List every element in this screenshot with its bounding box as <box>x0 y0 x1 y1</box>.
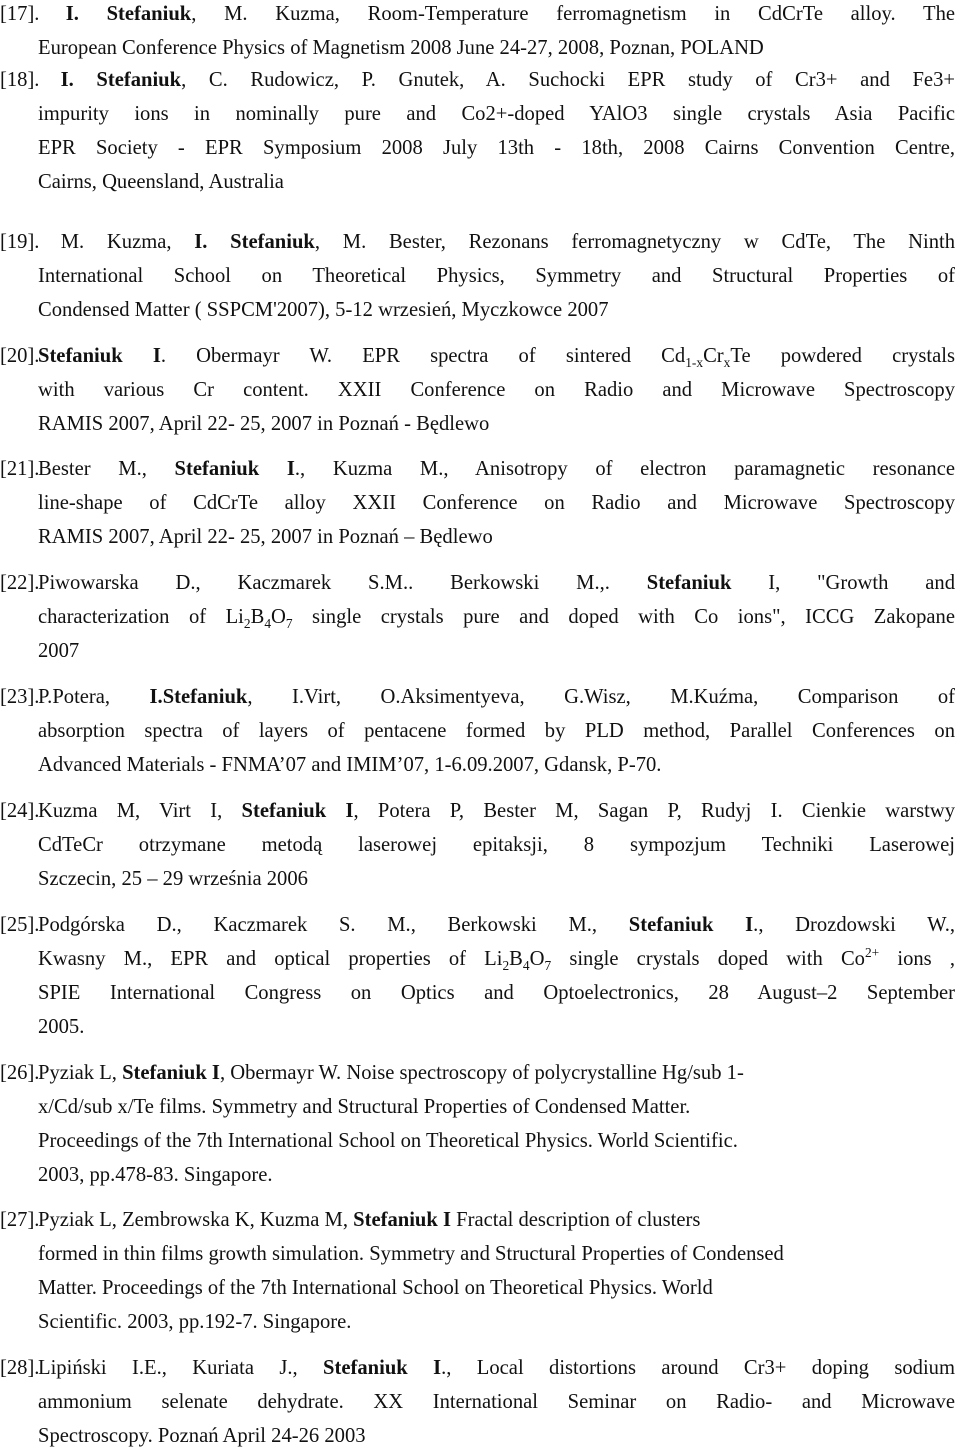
reference-line <box>38 600 955 634</box>
subscript: 7 <box>544 958 552 974</box>
reference-line: Spectroscopy. Poznań April 24-26 2003 <box>38 1425 366 1447</box>
reference-text: Podgórska D., Kaczmarek S. M., Berkowski M., <box>38 914 629 936</box>
subscript: 1-x <box>685 355 704 371</box>
reference-line: 2007 <box>38 640 80 662</box>
author-highlight: Stefaniuk I <box>323 1357 442 1379</box>
reference-line: SPIE International Congress on Optics and Optoelectronics, 28 August–2 September <box>38 982 955 1004</box>
reference-text: Kwasny M., EPR and optical properties of Li <box>38 948 503 970</box>
reference-line: European Conference Physics of Magnetism 2008 June 24-27, 2008, Poznan, POLAND <box>38 37 764 59</box>
subscript: 4 <box>522 958 530 974</box>
reference-line: absorption spectra of layers of pentacene formed by PLD method, Parallel Conferences on <box>38 720 955 742</box>
reference-text <box>38 3 66 25</box>
reference-18 <box>0 63 955 199</box>
reference-26 <box>0 1056 955 1192</box>
reference-22 <box>0 566 955 668</box>
reference-text: , M. Bester, Rezonans ferromagnetyczny w CdTe, The Ninth <box>314 231 956 253</box>
reference-text: , M. Kuzma, Room-Temperature ferromagnetism in CdCrTe alloy. The <box>191 3 956 25</box>
author-highlight: I. Stefaniuk <box>65 3 192 25</box>
reference-number: [22]. <box>0 572 40 594</box>
reference-text: single crystals doped with Co <box>551 948 865 970</box>
reference-line <box>0 1351 955 1385</box>
reference-text: O <box>529 948 545 970</box>
reference-24 <box>0 794 955 896</box>
reference-text: Te powdered crystals <box>730 345 956 367</box>
reference-line <box>0 1203 955 1237</box>
reference-line: Scientific. 2003, pp.192-7. Singapore. <box>38 1311 352 1333</box>
reference-17 <box>0 0 956 65</box>
subscript: 2 <box>502 958 510 974</box>
reference-text: Pyziak L, Zembrowska K, Kuzma M, <box>38 1209 354 1231</box>
author-highlight: Stefaniuk I <box>353 1209 451 1231</box>
reference-text: , C. Rudowicz, P. Gnutek, A. Suchocki EPR study of Cr3+ and Fe3+ <box>181 69 955 91</box>
reference-line: EPR Society - EPR Symposium 2008 July 13th - 18th, 2008 Cairns Convention Centre, <box>38 137 955 159</box>
reference-text: ., Local distortions around Cr3+ doping sodium <box>441 1357 955 1379</box>
reference-line: Proceedings of the 7th International School on Theoretical Physics. World Scientific. <box>38 1130 738 1152</box>
reference-line <box>0 0 955 31</box>
reference-27 <box>0 1203 955 1339</box>
author-highlight: Stefaniuk I <box>174 458 295 480</box>
reference-line <box>0 794 955 828</box>
reference-text: , Potera P, Bester M, Sagan P, Rudyj I. Cienkie warstwy <box>353 800 955 822</box>
reference-line: Advanced Materials - FNMA’07 and IMIM’07, 1-6.09.2007, Gdansk, P-70. <box>38 754 662 776</box>
reference-number: [26]. <box>0 1062 40 1084</box>
reference-text: O <box>271 606 286 628</box>
author-highlight: Stefaniuk I <box>38 345 161 367</box>
reference-text: B <box>250 606 265 628</box>
subscript: 4 <box>264 616 272 632</box>
reference-number: [25]. <box>0 914 40 936</box>
reference-text: M. Kuzma, <box>38 231 195 253</box>
reference-text: characterization of Li <box>38 606 244 628</box>
reference-line <box>0 908 955 942</box>
reference-28 <box>0 1351 955 1453</box>
subscript: 7 <box>285 616 293 632</box>
reference-text: Bester M., <box>38 458 175 480</box>
reference-line: Cairns, Queensland, Australia <box>38 171 284 193</box>
reference-line: 2005. <box>38 1016 85 1038</box>
author-highlight: Stefaniuk I <box>628 914 754 936</box>
reference-line <box>0 680 955 714</box>
reference-text: Pyziak L, <box>38 1062 123 1084</box>
reference-21 <box>0 452 956 554</box>
reference-line: RAMIS 2007, April 22- 25, 2007 in Poznań - Będlewo <box>38 413 490 435</box>
reference-number: [27]. <box>0 1209 40 1231</box>
reference-line <box>0 1056 955 1090</box>
reference-line <box>0 566 955 600</box>
reference-line: formed in thin films growth simulation. Symmetry and Structural Properties of Condensed <box>38 1243 784 1265</box>
reference-text <box>38 69 61 91</box>
reference-line: with various Cr content. XXII Conference on Radio and Microwave Spectroscopy <box>38 379 955 401</box>
reference-text: P.Potera, <box>38 686 150 708</box>
reference-line: International School on Theoretical Physics, Symmetry and Structural Properties of <box>38 265 955 287</box>
reference-number: [28]. <box>0 1357 40 1379</box>
reference-text: ., Drozdowski W., <box>753 914 955 936</box>
reference-number: [20]. <box>0 345 40 367</box>
reference-line <box>0 63 955 97</box>
reference-text: , Obermayr W. Noise spectroscopy of polycrystalline Hg/sub 1- <box>219 1062 744 1084</box>
reference-text: , I.Virt, O.Aksimentyeva, G.Wisz, M.Kuźma, Comparison of <box>247 686 955 708</box>
reference-text: B <box>509 948 523 970</box>
reference-line: Szczecin, 25 – 29 września 2006 <box>38 868 308 890</box>
reference-number: [24]. <box>0 800 40 822</box>
superscript: 2+ <box>864 945 880 961</box>
reference-text: Fractal description of clusters <box>451 1209 701 1231</box>
reference-19 <box>0 225 956 327</box>
reference-line: 2003, pp.478-83. Singapore. <box>38 1164 273 1186</box>
reference-line: ammonium selenate dehydrate. XX International Seminar on Radio- and Microwave <box>38 1391 955 1413</box>
reference-line <box>38 942 955 976</box>
reference-text: . Obermayr W. EPR spectra of sintered Cd <box>160 345 686 367</box>
reference-line: CdTeCr otrzymane metodą laserowej epitaksji, 8 sympozjum Techniki Laserowej <box>38 834 955 856</box>
reference-number: [23]. <box>0 686 40 708</box>
reference-25 <box>0 908 955 1044</box>
author-highlight: Stefaniuk I <box>122 1062 220 1084</box>
reference-line <box>0 452 955 486</box>
reference-line: RAMIS 2007, April 22- 25, 2007 in Poznań – Będlewo <box>38 526 493 548</box>
author-highlight: I. Stefaniuk <box>60 69 182 91</box>
reference-text: Cr <box>703 345 724 367</box>
reference-number: [17]. <box>0 3 40 25</box>
author-highlight: Stefaniuk I <box>241 800 354 822</box>
reference-line: line-shape of CdCrTe alloy XXII Conference on Radio and Microwave Spectroscopy <box>38 492 955 514</box>
reference-23 <box>0 680 955 782</box>
reference-text: Kuzma M, Virt I, <box>38 800 242 822</box>
reference-number: [19]. <box>0 231 40 253</box>
reference-line <box>0 225 955 259</box>
reference-number: [21]. <box>0 458 40 480</box>
reference-text: Lipiński I.E., Kuriata J., <box>38 1357 324 1379</box>
reference-line: impurity ions in nominally pure and Co2+-doped YAlO3 single crystals Asia Pacific <box>38 103 955 125</box>
author-highlight: I.Stefaniuk <box>149 686 248 708</box>
reference-text: ., Kuzma M., Anisotropy of electron paramagnetic resonance <box>294 458 956 480</box>
reference-line: Condensed Matter ( SSPCM'2007), 5-12 wrzesień, Myczkowce 2007 <box>38 299 609 321</box>
reference-text: ions , <box>879 948 955 970</box>
reference-text: single crystals pure and doped with Co ions", ICCG Zakopane <box>292 606 955 628</box>
author-highlight: Stefaniuk <box>646 572 732 594</box>
reference-number: [18]. <box>0 69 40 91</box>
reference-text: I, "Growth and <box>731 572 955 594</box>
subscript: 2 <box>243 616 251 632</box>
reference-20 <box>0 339 956 441</box>
reference-line: x/Cd/sub x/Te films. Symmetry and Structural Properties of Condensed Matter. <box>38 1096 691 1118</box>
reference-line: Matter. Proceedings of the 7th International School on Theoretical Physics. World <box>38 1277 713 1299</box>
subscript: x <box>723 355 731 371</box>
reference-text: Piwowarska D., Kaczmarek S.M.. Berkowski M.,. <box>38 572 647 594</box>
author-highlight: I. Stefaniuk <box>194 231 315 253</box>
reference-line <box>0 339 955 373</box>
